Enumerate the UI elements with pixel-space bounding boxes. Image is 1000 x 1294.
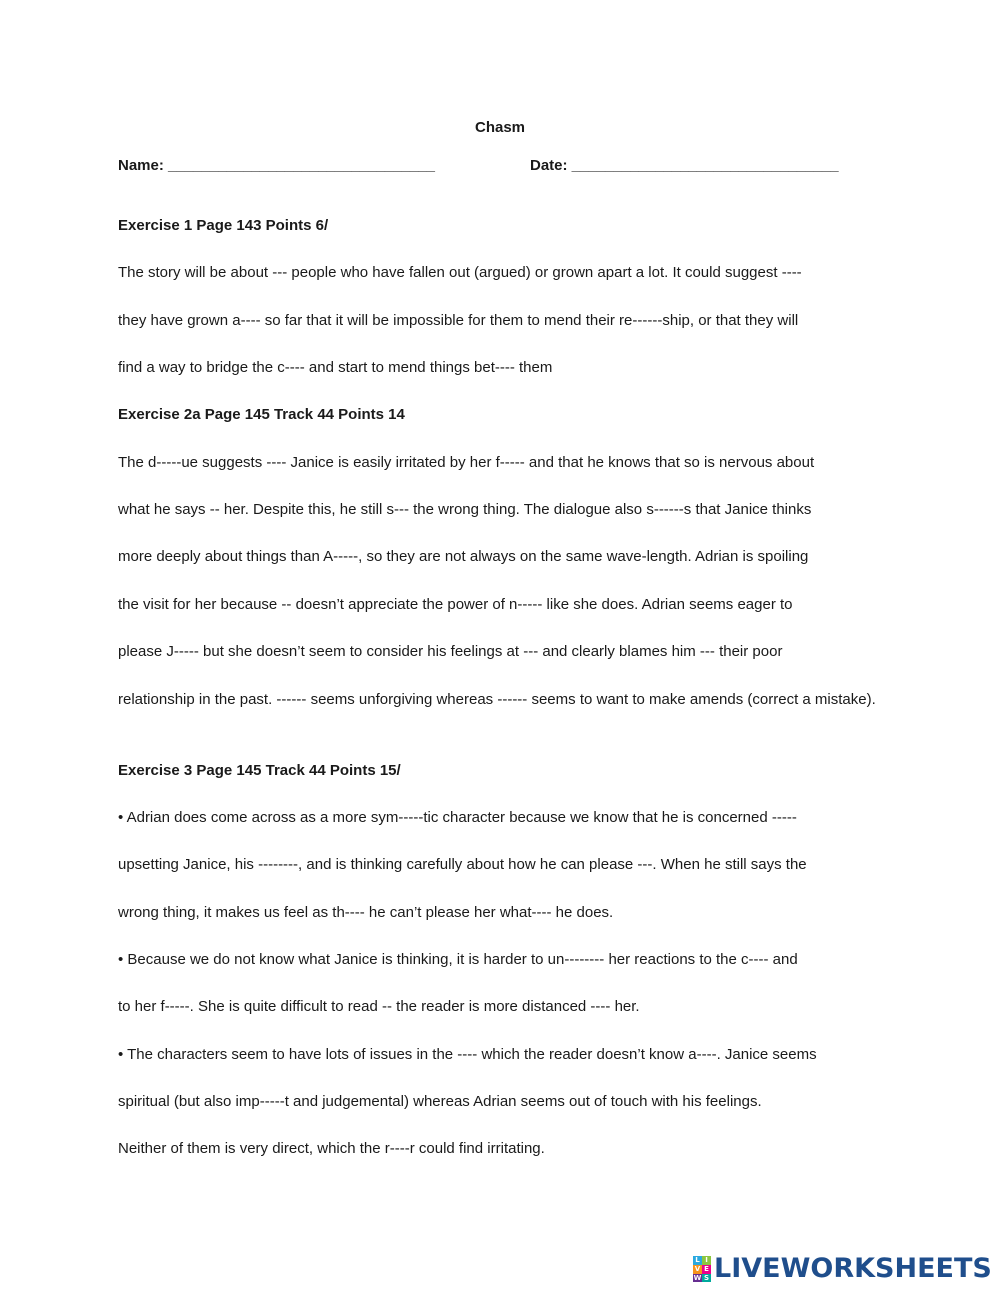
exercise2a-line: relationship in the past. ------ seems unforgiving whereas ------ seems to want to make amends (correct a mistake). xyxy=(118,691,876,708)
exercise2a-line: what he says -- her. Despite this, he still s--- the wrong thing. The dialogue also s------s that Janice thinks xyxy=(118,501,812,518)
document-title: Chasm xyxy=(474,119,526,136)
exercise2a-line: more deeply about things than A-----, so they are not always on the same wave-length. Adrian is spoiling xyxy=(118,548,809,565)
exercise3-line: upsetting Janice, his --------, and is thinking carefully about how he can please ---. When he still says the xyxy=(118,856,807,873)
exercise2a-line: The d-----ue suggests ---- Janice is easily irritated by her f----- and that he knows that so is nervous about xyxy=(118,454,815,471)
exercise1-line: find a way to bridge the c---- and start to mend things bet---- them xyxy=(118,359,553,376)
exercise3-line: wrong thing, it makes us feel as th---- he can’t please her what---- he does. xyxy=(118,904,614,921)
exercise3-line: • Adrian does come across as a more sym-----tic character because we know that he is concerned ----- xyxy=(118,809,797,826)
liveworksheets-badge-icon: L I V E W S xyxy=(693,1256,710,1282)
exercise2a-line: the visit for her because -- doesn’t appreciate the power of n----- like she does. Adrian seems eager to xyxy=(118,596,793,613)
liveworksheets-logo[interactable] xyxy=(693,1254,992,1284)
name-field[interactable]: Name: ________________________________ xyxy=(118,157,435,174)
exercise2a-line: please J----- but she doesn’t seem to consider his feelings at --- and clearly blames him --- their poor xyxy=(118,643,783,660)
date-field[interactable]: Date: ________________________________ xyxy=(530,157,839,174)
exercise3-line: Neither of them is very direct, which the r----r could find irritating. xyxy=(118,1140,545,1157)
exercise3-line: • Because we do not know what Janice is thinking, it is harder to un-------- her reactions to the c---- and xyxy=(118,951,798,968)
exercise2a-heading: Exercise 2a Page 145 Track 44 Points 14 xyxy=(118,406,405,423)
exercise3-line: spiritual (but also imp-----t and judgemental) whereas Adrian seems out of touch with his feelings. xyxy=(118,1093,762,1110)
exercise1-line: The story will be about --- people who have fallen out (argued) or grown apart a lot. It could suggest ---- xyxy=(118,264,802,281)
exercise3-heading: Exercise 3 Page 145 Track 44 Points 15/ xyxy=(118,762,401,779)
exercise3-line: to her f-----. She is quite difficult to read -- the reader is more distanced ---- her. xyxy=(118,998,640,1015)
exercise3-line: • The characters seem to have lots of issues in the ---- which the reader doesn’t know a----. Janice seems xyxy=(118,1046,817,1063)
exercise1-line: they have grown a---- so far that it will be impossible for them to mend their re------ship, or that they will xyxy=(118,312,799,329)
logo-text: LIVEWORKSHEETS xyxy=(714,1253,992,1284)
exercise1-heading: Exercise 1 Page 143 Points 6/ xyxy=(118,217,329,234)
